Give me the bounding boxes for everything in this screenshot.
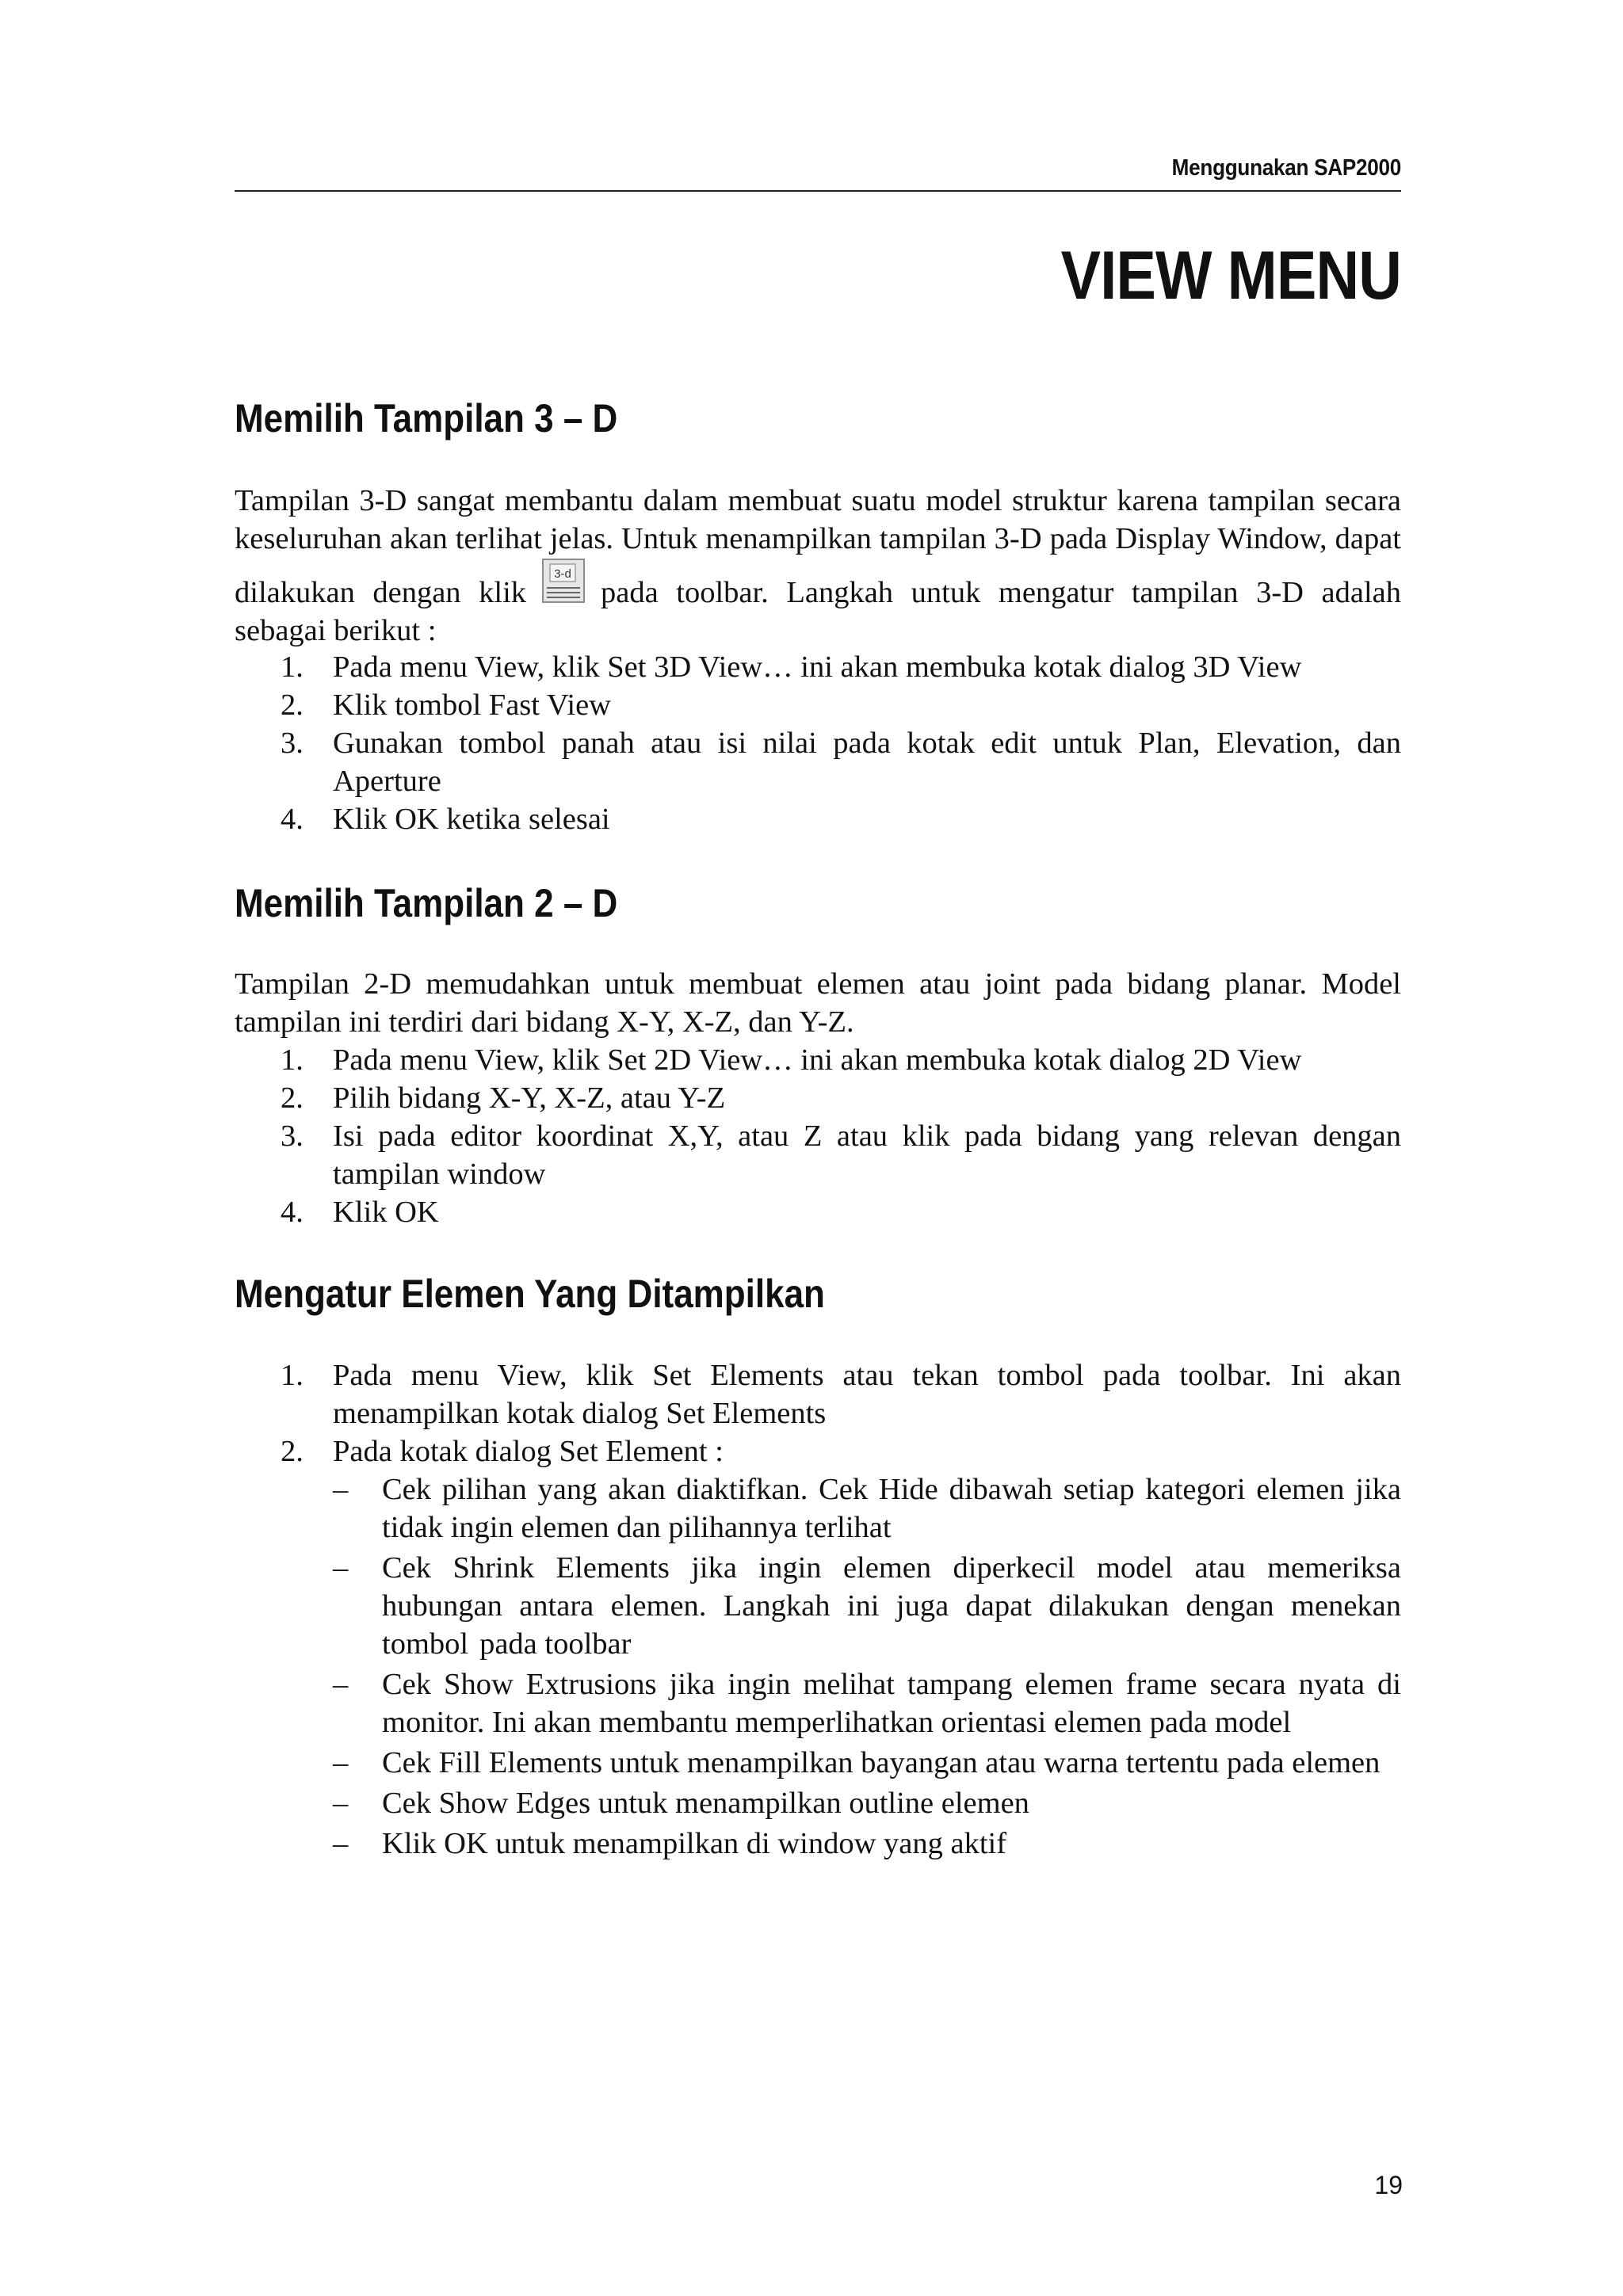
list-item: 1. Pada menu View, klik Set 3D View… ini akan membuka kotak dialog 3D View: [281, 650, 1302, 684]
list-item: 2. Pilih bidang X-Y, X-Z, atau Y-Z: [281, 1081, 726, 1115]
list-item: 2. Pada kotak dialog Set Element : – Cek pilihan yang akan diaktifkan. Cek Hide dibawah setiap kategori elemen jika tidak ingin elemen dan pilihannya terlihat – Cek Shrink Elements jika ingin elemen diperkecil model atau memeriksa hubungan antara elemen. Langkah ini juga dapat dilakukan dengan menekan tombol pada toolbar – Cek Show Extrusions jika ingin melihat tampang elemen frame secara nyata di monitor. Ini akan membantu memperlihatkan orientasi elemen pada model – Cek Fill Elements untuk menampilkan bayangan atau warna tertentu pada elemen – Cek Show Edges untuk menampilkan outline elemen – Klik OK untuk menampilkan di window yang aktif: [235, 1432, 1401, 1863]
list-item: 2. Klik tombol Fast View: [281, 688, 611, 722]
section-heading-3d: Memilih Tampilan 3 – D: [235, 396, 618, 441]
list-item: 4. Klik OK: [281, 1196, 439, 1229]
section-3d-intro-paragraph: [235, 482, 1401, 650]
section-2d-steps: [235, 1041, 1401, 1231]
list-item: – Cek Shrink Elements jika ingin elemen diperkecil model atau memeriksa hubungan antara elemen. Langkah ini juga dapat dilakukan dengan menekan tombol pada toolbar: [333, 1551, 1401, 1661]
3d-view-icon: [540, 558, 586, 605]
list-item: – Cek Show Extrusions jika ingin melihat tampang elemen frame secara nyata di monitor. Ini akan membantu memperlihatkan orientasi elemen pada model: [333, 1668, 1401, 1739]
page-number: 19: [1374, 2171, 1403, 2199]
section-3d-steps: [235, 648, 1401, 838]
section-elements-steps: [235, 1356, 1401, 1865]
section-2d-intro-paragraph: Tampilan 2-D memudahkan untuk membuat elemen atau joint pada bidang planar. Model tampilan ini terdiri dari bidang X-Y, X-Z, dan Y-Z.: [235, 967, 1401, 1039]
section-heading-2d: Memilih Tampilan 2 – D: [235, 881, 618, 925]
list-item: 1. Pada menu View, klik Set Elements atau tekan tombol pada toolbar. Ini akan menampilkan kotak dialog Set Elements: [281, 1359, 1401, 1430]
section-3d-intro-text: Tampilan 3-D sangat membantu dalam membuat suatu model struktur karena tampilan secara keseluruhan akan terlihat jelas. Untuk menampilkan tampilan 3-D pada Display Window, dapat dilakukan dengan klik: [235, 484, 1401, 609]
list-item: 3. Gunakan tombol panah atau isi nilai pada kotak edit untuk Plan, Elevation, dan Aperture: [281, 727, 1401, 798]
list-item: 4. Klik OK ketika selesai: [281, 803, 610, 836]
list-item: – Cek Show Edges untuk menampilkan outline elemen: [333, 1787, 1029, 1820]
list-item: – Klik OK untuk menampilkan di window yang aktif: [333, 1827, 1007, 1860]
list-item: – Cek pilihan yang akan diaktifkan. Cek Hide dibawah setiap kategori elemen jika tidak ingin elemen dan pilihannya terlihat: [333, 1473, 1401, 1544]
list-item: 3. Isi pada editor koordinat X,Y, atau Z atau klik pada bidang yang relevan dengan tampilan window: [281, 1119, 1401, 1191]
chapter-title: VIEW MENU: [1060, 238, 1401, 314]
list-item: 1. Pada menu View, klik Set 2D View… ini akan membuka kotak dialog 2D View: [281, 1043, 1302, 1077]
running-head: Menggunakan SAP2000: [1171, 155, 1401, 181]
header-rule: [235, 190, 1401, 192]
section-3d-intro-text-cont: pada toolbar. Langkah untuk mengatur tampilan 3-D adalah sebagai berikut :: [235, 576, 1401, 647]
svg-text:3-d: 3-d: [554, 567, 571, 581]
section-heading-elements: Mengatur Elemen Yang Ditampilkan: [235, 1272, 825, 1316]
list-item: – Cek Fill Elements untuk menampilkan bayangan atau warna tertentu pada elemen: [333, 1746, 1381, 1779]
set-element-options: [333, 1470, 1401, 1863]
